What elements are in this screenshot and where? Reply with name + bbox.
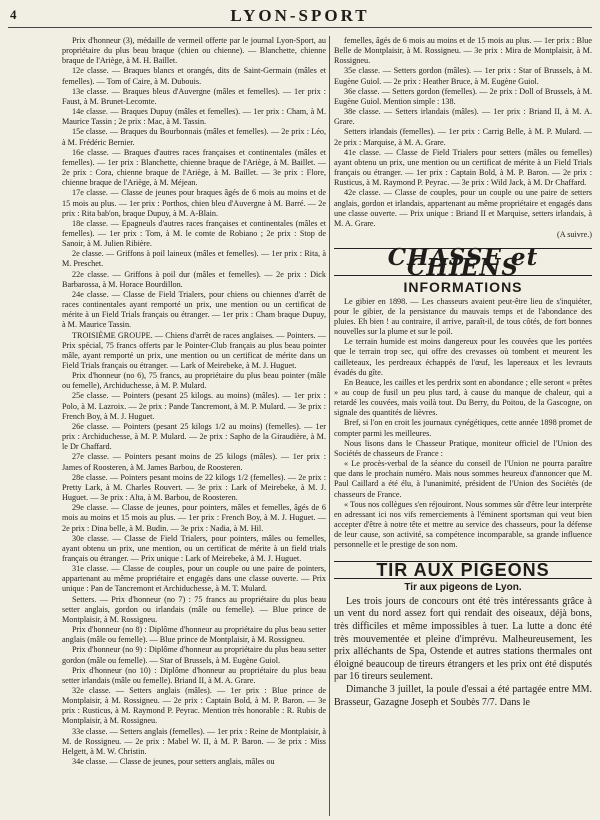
section-header-chasse: CHASSE et CHIENS: [334, 248, 592, 276]
paragraph: 41e classe. — Classe de Field Trialers pour setters (mâles ou femelles) ayant obtenu un prix, une mention ou un certificat de mérite à un Field Trials français ou étranger. — 1er prix : Captain Bold, à M. P. Baron. — 2e prix : Rusticus, à M. Raymond P. Peyrac. — 3e prix : Wild Jack, à M. Dr Chaffard.: [334, 147, 592, 188]
paragraph: 12e classe. — Braques blancs et orangés, dits de Saint-Germain (mâles et femelles). — Tom of Caire, à M. Dubouis.: [62, 66, 326, 86]
paragraph: femelles, âgés de 6 mois au moins et de 15 mois au plus. — 1er prix : Blue Belle de Montplaisir, à M. Rossigneu. — 3e prix : Mira de Montplaisir, à M. Rossigneu.: [334, 36, 592, 66]
paragraph: 30e classe. — Classe de Field Trialers, pour pointers, mâles ou femelles, ayant obtenu un prix, une mention, ou un certificat de mérite à un field trials français ou étranger. — Prix unique : Lark of Meirebeke, à M. J. Huguet.: [62, 533, 326, 563]
paragraph: Le gibier en 1898. — Les chasseurs avaient peut-être lieu de s'inquiéter, pour le gibier, de la persistance du mauvais temps et de l'abondance des pluies. Eh bien ! au contraire, il arrive, paraît-il, de tous côtés, de fort bonnes nouvelles sur la plume et sur le poil.: [334, 296, 592, 337]
paragraph: TROISIÈME GROUPE. — Chiens d'arrêt de races anglaises. — Pointers. — Prix spécial, 75 francs offerts par le Pointer-Club français au plus beau pointer mâle, ayant remporté un prix, une mention ou un certificat de mérite dans un Field Trials français ou étranger. — Lark of Meirebeke, à M. J. Huguet.: [62, 330, 326, 370]
paragraph: Les trois jours de concours ont été très intéressants grâce à un vent du nord assez fort qui rendait des oiseaux, déjà bons, très difficiles et même impossibles à tuer. La lutte a donc été très mouvementée et pleine d'imprévu. Malheureusement, les prix alléchants de Spa, Ostende et autres stations thermales ont éloigné beaucoup de tireurs étrangers et les prix ont été disputés par 16 tireurs seulement.: [334, 595, 592, 683]
tir-subheader: Tir aux pigeons de Lyon.: [404, 581, 522, 593]
paragraph: 34e classe. — Classe de jeunes, pour setters anglais, mâles ou: [72, 757, 275, 767]
paragraph: Prix d'honneur (3), médaille de vermeil offerte par le journal Lyon-Sport, au propriétaire du plus beau braque (chien ou chienne). — Blanchette, chienne braque de l'Ariège, à M. H. Baillet.: [62, 36, 326, 66]
paragraph: 28e classe. — Pointers pesant moins de 22 kilogs 1/2 (femelles). — 2e prix : Pretty Lark, à M. Charles Rouvert. — 3e prix : Lark of Meirebeke, à M. J. Huguet. — 3e prix : Alta, à M. Barbou, de Roosteren.: [62, 472, 326, 503]
paragraph: 13e classe. — Braques bleus d'Auvergne (mâles et femelles). — 1er prix : Faust, à M. Brunet-Lecomte.: [62, 86, 326, 106]
paragraph: « Tous nos collègues s'en réjouiront. Nous sommes sûr d'être leur interprète en adressant ici nos vifs remerciements à l'éminent sportsman qui veut bien accepter d'être à notre tête et mettre au service des chasseurs, pour la défense de leur cause, son activité, sa compétence incomparable, sa grande influence personnelle et le prestige de son nom.: [334, 499, 592, 550]
paragraph: Setters. — Prix d'honneur (no 7) : 75 francs au propriétaire du plus beau setter anglais, gordon ou irlandais (mâle ou femelle). — Blue prince de Montplaisir, à M. Rossigneu.: [62, 594, 326, 624]
tir-header: TIR AUX PIGEONS: [334, 561, 592, 579]
paragraph: 24e classe. — Classe de Field Trialers, pour chiens ou chiennes d'arrêt de races continentales ayant remporté un prix, une mention ou un certificat de mérite à un Field Trials français ou étranger. — 1er prix : Cham braque Dupuy, à M. Maurice Tassin.: [62, 289, 326, 330]
paragraph: Prix d'honneur (no 10) : Diplôme d'honneur au propriétaire du plus beau setter irlandais (mâle ou femelle). Briand II, à M. A. Grare.: [62, 665, 326, 685]
paragraph: En Beauce, les cailles et les perdrix sont en abondance ; elle seront « prêtes » au coup de fusil un peu plus tard, à cause du manque de chaleur, qui a retardé les couvées, mais voilà tout. Du Berry, du Poitou, de la Gascogne, on signale des quantités de lièvres.: [334, 377, 592, 418]
paragraph: 32e classe. — Setters anglais (mâles). — 1er prix : Blue prince de Montplaisir, à M. Rossigneu. — 2e prix : Captain Bold, à M. P. Baron. — 3e prix : Rusticus, à M. Raymond P. Peyrac. Mention très honorable : R. Rubis de Montplaisir, à M. Rossigneu.: [62, 686, 326, 726]
left-column: [62, 36, 326, 767]
paragraph: 42e classe. — Classe de couples, pour un couple ou une paire de setters anglais, gordon et irlandais, appartenant au même propriétaire et engagés dans une classe ouverte. — Prix unique : Briand II et Marquise, setters irlandais, à M. A. Grare.: [334, 188, 592, 228]
page-number: 4: [10, 7, 17, 22]
paragraph: 18e classe. — Epagneuls d'autres races françaises et continentales (mâles et femelles). — 1er prix : Tom, à M. le comte de Robiano ; 2e prix : Stop de Sanoir, à M. Julien Ribière.: [62, 218, 326, 249]
paragraph: 16e classe. — Braques d'autres races françaises et continentales (mâles et femelles). — 1er prix : Blanchette, chienne braque de l'Ariège, à M. Baillet. — 2e prix : Cora, chienne braque de l'Ariège, à M. Baillet. — 3e prix : Flore, chienne braque de l'Ariège, à M. Méjean.: [62, 147, 326, 188]
paragraph: Setters irlandais (femelles). — 1er prix : Carrig Belle, à M. P. Mulard. — 2e prix : Marquise, à M. A. Grare.: [334, 127, 592, 147]
paragraph: Prix d'honneur (no 9) : Diplôme d'honneur au propriétaire du plus beau setter gordon (mâle ou femelle). — Star of Brussels, à M. Eugène Guiol.: [62, 645, 326, 665]
paragraph: 35e classe. — Setters gordon (mâles). — 1er prix : Star of Brussels, à M. Eugène Guiol. — 2e prix : Heather Bruce, à M. Eugène Guiol.: [334, 66, 592, 86]
paragraph: 38e classe. — Setters irlandais (mâles). — 1er prix : Briand II, à M. A. Grare.: [334, 107, 592, 127]
paragraph: Bref, si l'on en croit les journaux cynégétiques, cette année 1898 promet de compter parmi les meilleures.: [334, 418, 592, 438]
paragraph: 14e classe. — Braques Dupuy (mâles et femelles). — 1er prix : Cham, à M. Maurice Tassin ; 2e prix : Mac, à M. Tassin.: [62, 107, 326, 127]
paragraph: « Le procès-verbal de la séance du conseil de l'Union ne pourra paraître que dans le prochain numéro. Mais nous sommes heureux d'annoncer que M. Paul Caillard a été élu, à l'unanimité, président de l'Union des Sociétés (de chasseurs de France.: [334, 459, 592, 499]
paragraph: 36e classe. — Setters gordon (femelles). — 2e prix : Doll of Brussels, à M. Eugène Guiol. Mention simple : 138.: [334, 86, 592, 106]
paragraph: 33e classe. — Setters anglais (femelles). — 1er prix : Reine de Montplaisir, à M. de Rossigneu. — 2e prix : Mabel W. II, à M. P. Baron. — 3e prix : Miss Helgett, à M. W. Christin.: [62, 726, 326, 756]
right-column: [334, 36, 592, 709]
paragraph: 29e classe. — Classe de jeunes, pour pointers, mâles et femelles, âgés de 6 mois au moins et 15 mois au plus. — 1er prix : French Boy, à M. J. Huguet. — 2e prix : Dina belle, à M. Budin. — 3e prix : Nadia, à M. Hil.: [62, 503, 326, 533]
paragraph: 15e classe. — Braques du Bourbonnais (mâles et femelles). — 2e prix : Léo, à M. Frédéric Bernier.: [62, 127, 326, 147]
masthead: LYON-SPORT: [230, 6, 370, 25]
paragraph: 2e classe. — Griffons à poil laineux (mâles et femelles). — 1er prix : Rita, à M. Preschet.: [62, 249, 326, 269]
paragraph: 31e classe. — Classe de couples, pour un couple ou une paire de pointers, appartenant au même propriétaire et engagés dans une classe ouverte. — Prix unique : Pan de Tancremont et Archiduchesse, à M. T. Mulard.: [62, 564, 326, 594]
paragraph: 26e classe. — Pointers (pesant 25 kilogs 1/2 au moins) (femelles). — 1er prix : Archiduchesse, à M. P. Mulard. — 2e prix : Sapho de la Giraudière, à M. le Dr Chaffard.: [62, 421, 326, 452]
paragraph: 27e classe. — Pointers pesant moins de 25 kilogs (mâles). — 1er prix : James of Roosteren, à M. James Barbou, de Roosteren.: [62, 452, 326, 472]
tir-body: [334, 596, 592, 709]
paragraph: Prix d'honneur (no 8) : Diplôme d'honneur au propriétaire du plus beau setter anglais (mâle ou femelle). — Blue prince de Montplaisir, à M. Rossigneu.: [62, 625, 326, 645]
informations-header: INFORMATIONS: [403, 279, 523, 296]
paragraph: Dimanche 3 juillet, la poule d'essai a été partagée entre MM. Brasseur, Gazagne Joseph et Soubès 7/7. Dans le: [334, 683, 592, 708]
paragraph: Prix d'honneur (no 6), 75 francs, au propriétaire du plus beau pointer (mâle ou femelle), Archiduchesse, à M. P. Mulard.: [62, 371, 326, 391]
column-rule: [329, 36, 330, 816]
a-suivre: (A suivre.): [556, 229, 592, 239]
paragraph: 17e classe. — Classe de jeunes pour braques âgés de 6 mois au moins et de 15 mois au plus. — 1er prix : Porthos, chien bleu d'Auvergne à M. Barré. — 2e prix : Rita bab'on, braque Dupuy, à M. A-Blain.: [62, 188, 326, 218]
paragraph: 22e classe. — Griffons à poil dur (mâles et femelles). — 2e prix : Dick Barbarossa, à M. Horace Bourdillon.: [62, 269, 326, 289]
paragraph: 25e classe. — Pointers (pesant 25 kilogs. au moins) (mâles). — 1er prix : Polo, à M. Lazroix. — 2e prix : Pande Tancremont, à M. P. Mulard. — 3e prix : French Boy, à M. J. Huguet.: [62, 391, 326, 421]
header-rule: [8, 27, 592, 28]
paragraph: Le terrain humide est moins dangereux pour les couvées que les portées que le terrain trop sec, qui offre des crevasses où tombent et meurent les cailleteaux, les perdreaux échappés de l'œuf, les lapereaux et les levrauts évadés du gîte.: [334, 337, 592, 377]
paragraph: Nous lisons dans le Chasseur Pratique, moniteur officiel de l'Union des Sociétés de chasseurs de France :: [334, 438, 592, 458]
